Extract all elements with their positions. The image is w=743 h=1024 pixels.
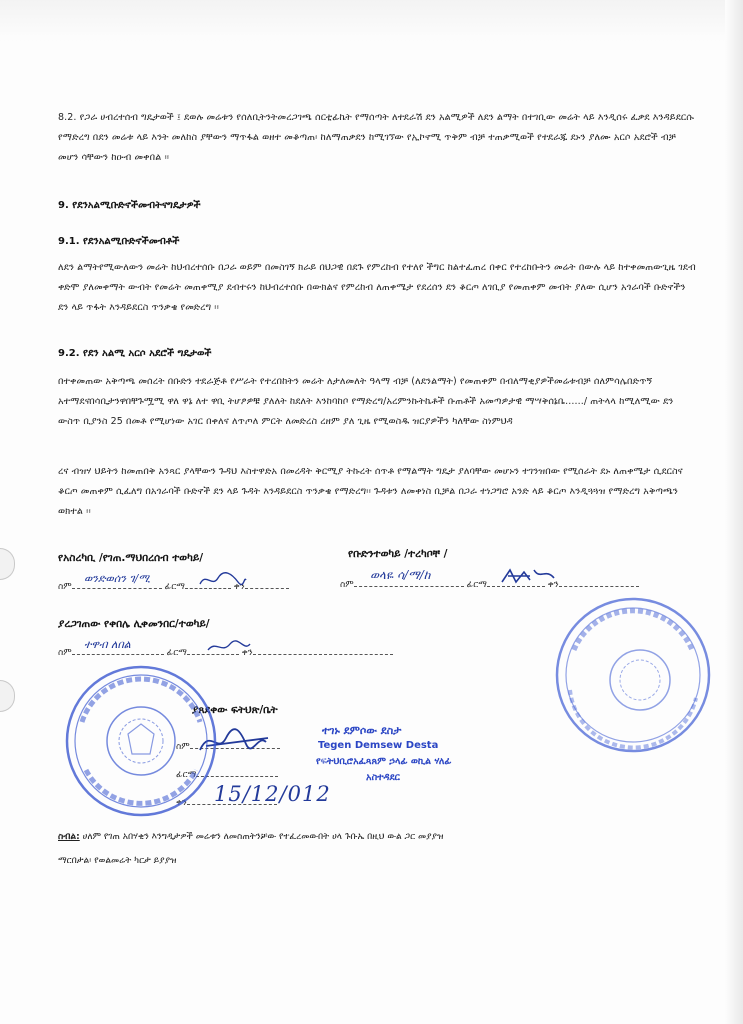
scan-right-shadow bbox=[725, 0, 743, 1024]
group-signature-scribble bbox=[500, 566, 556, 588]
handover-signature-scribble bbox=[198, 570, 248, 590]
scan-top-shadow bbox=[0, 0, 743, 42]
handover-representative-label: የአስረካቢ /የገጠ.ማህበረሰብ ተወካይ/ bbox=[58, 552, 204, 564]
footer-note: ማርበታል፡ የወልመሬት ካርታ ይያያዝ bbox=[58, 856, 177, 866]
sign-prefix: ፊርማ bbox=[166, 648, 187, 658]
stamp-subtitle: አስተዳደር bbox=[366, 772, 400, 783]
left-round-seal bbox=[62, 662, 220, 820]
sign-prefix: ፊርማ bbox=[164, 582, 185, 592]
note-label: ስብል: bbox=[58, 832, 80, 842]
section-9-2-text-1: በተቀመጠው አቅጣጫ መሰረት በቡድን ተደራጅቶ የሥራት የተረበከትን መሬት ለታለመለት ዓላማ ብቻ (ለደንልማት) የመጠቀም በብለማቂያዎችመሬቱብቻ ሰለምሳሌበድጥኝ አተማደናበሳቢታንዋበቸጉሟሚ ዋለ ዋኔ ለተ ዋቢ ትሆፆዎቹ ያለለት ከደለት እንከባከቦ የማድረግ/አረምንኩትኬቶች ቡጠቶች አመጣዎታዊ ማሣቅሰኔቤ....../ ጠትላላ ከሚለሚው ደን ውስጥ ቢያንስ 25 በመቶ የሚሆነው አገር በቀለና ለጥጦለ ምርት ለመድረስ ረዘም ያለ ጊዜ የሚወስዱ ዝርያዎችን ካለቸው ስነምህዳ bbox=[58, 376, 674, 427]
date-prefix: ቀን bbox=[241, 648, 253, 658]
stamp-title: የፍትህቢሮአፈጻጸም ኃላፊ ወኪል ሃለፊ bbox=[316, 756, 452, 767]
justice-office-label: ያጸደቀው ፍትህጽ/ቤት bbox=[192, 704, 278, 716]
right-round-seal bbox=[552, 594, 714, 756]
kebele-handwritten-name: ተዋብ ለበል bbox=[84, 638, 131, 651]
section-8-2-text: 8.2. የጋራ ሀብረተሰብ ግዴታወች ፤ ደወሉ መሬቱን የሰለቢትንትመረጋገጫ ሰርቲፊኬት የማሰጣት ለተደራሽ ደን አልሚዎች ለደን ልማት በተገቢው መሬት ላይ እንዲሰሩ ፈቃደ እንዳይደርሱ የማድረግ በደን መሬቱ ላይ እንት መለከስ ያቸውን ማጥፋል ወዘተ መቆጣጠ፡ ከለማጠቃደን ከሚገኘው የኢኮኖሚ ጥቅም ብቻ ተጠቃሚወች የተደራጁ ደኑን ያለሙ አርሶ አደሮች ብቻ መሆን ሳቸውን ከዑብ መቀበል ፡፡ bbox=[58, 112, 694, 163]
section-9-1-text: ለደን ልማትየሚውለውን መሬት ከህብረተሰቡ በጋራ ወይም በመስገኝ ክራይ በህጋዊ በደጉ የምረከብ የተለየ ችግር ከልተፈጠረ በቀር የተረከቡትን መሬት በውሉ ላይ ከተቀመጠውጊዜ ገደብ ቀድሞ ያለመቀማት ውብት የመሬት መጠቀሚያ ደብተሩን ከህብረተሰቡ በውክልና የምረከብ ለጠቀሜታ የደረሰን ደን ቆርጦ ለገቢያ የመጠቀም መብት ያለው ሲሆን አጎራባች ቡድኖችን ደን ላይ ጥፋት እንዳይደርስ ጥንቃቄ የመድረግ ፡፡ bbox=[58, 262, 696, 313]
group-handwritten-name: ወላዬ ሳ/ማ/ከ bbox=[370, 568, 431, 582]
handover-handwritten-name: ወንድወሰን ገ/ሚ bbox=[84, 572, 150, 585]
section-9-1-heading: 9.1. የደንአልሚቡድኖችመብቶች bbox=[58, 236, 180, 247]
name-short: ስም bbox=[340, 580, 354, 590]
punch-hole bbox=[0, 680, 15, 712]
section-9-2-text-2: ረና ብዝሃ ህይትን ከመጠበቅ አንጻር ያላቸውን ጉዳህ እስተዋድአ በመረዳት ቅርሚያ ትኩረት ሰጥቶ የማልማት ግዴታ ያለባቸው መሆኑን ተገንዝበው የሚሰራት ደኑ ለጠቀሜታ ሲደርስና ቆርጦ መጠቀም ሲፈለግ በአጎራባች ቡድኖች ደን ላይ ጉዳት እንዳይደርስ ጥንቃቄ የማድረግ፡፡ ጉዳቱን ለመቀነስ ቢቻል በጋራ ተነጋግሮ አንድ ላይ ቆርጦ እንዲጓጓዝ የማድረግ አቅጣጫን ወክተል ፡፡ bbox=[58, 466, 683, 517]
name-prefix: ስም bbox=[58, 582, 72, 592]
attachment-note bbox=[58, 832, 698, 842]
stamp-name-latin: Tegen Demsew Desta bbox=[318, 740, 439, 751]
section-9-heading: 9. የደንአልሚቡድኖችመብትናግዴታዎች bbox=[58, 200, 201, 211]
date-prefix: ቀን bbox=[233, 582, 245, 592]
section-9-2-heading: 9.2. የደን አልሚ አርሶ አደሮች ግዴታወች bbox=[58, 348, 212, 359]
group-representative-label: የቡድንተወካይ /ተረካቦቸ / bbox=[348, 548, 448, 560]
approver-handwritten-date: 15/12/012 bbox=[214, 782, 331, 806]
kebele-chairman-label: ያረጋገጠው የቀበሌ ሊቀመንበር/ተወካይ/ bbox=[58, 618, 210, 630]
kebele-signature-scribble bbox=[206, 638, 252, 656]
date-short: ቀን bbox=[547, 580, 559, 590]
name-short: ስም bbox=[176, 742, 190, 752]
sign-short: ፊርማ bbox=[176, 770, 197, 780]
date-short: ቀን bbox=[176, 798, 187, 808]
note-text: ሀለም የገጠ አበሃቂን እንግዲታዎች መሬቱን ለመስጠትንቻው የተፈረመውበት ሀላ ጉቡኤ በዚህ ውል ጋር መያያዝ bbox=[82, 832, 444, 842]
punch-hole bbox=[0, 548, 15, 580]
stamp-name-amharic: ተገኑ ደምሶው ደስታ bbox=[322, 724, 402, 737]
name-prefix: ስም bbox=[58, 648, 72, 658]
sign-short: ፊርማ bbox=[466, 580, 487, 590]
